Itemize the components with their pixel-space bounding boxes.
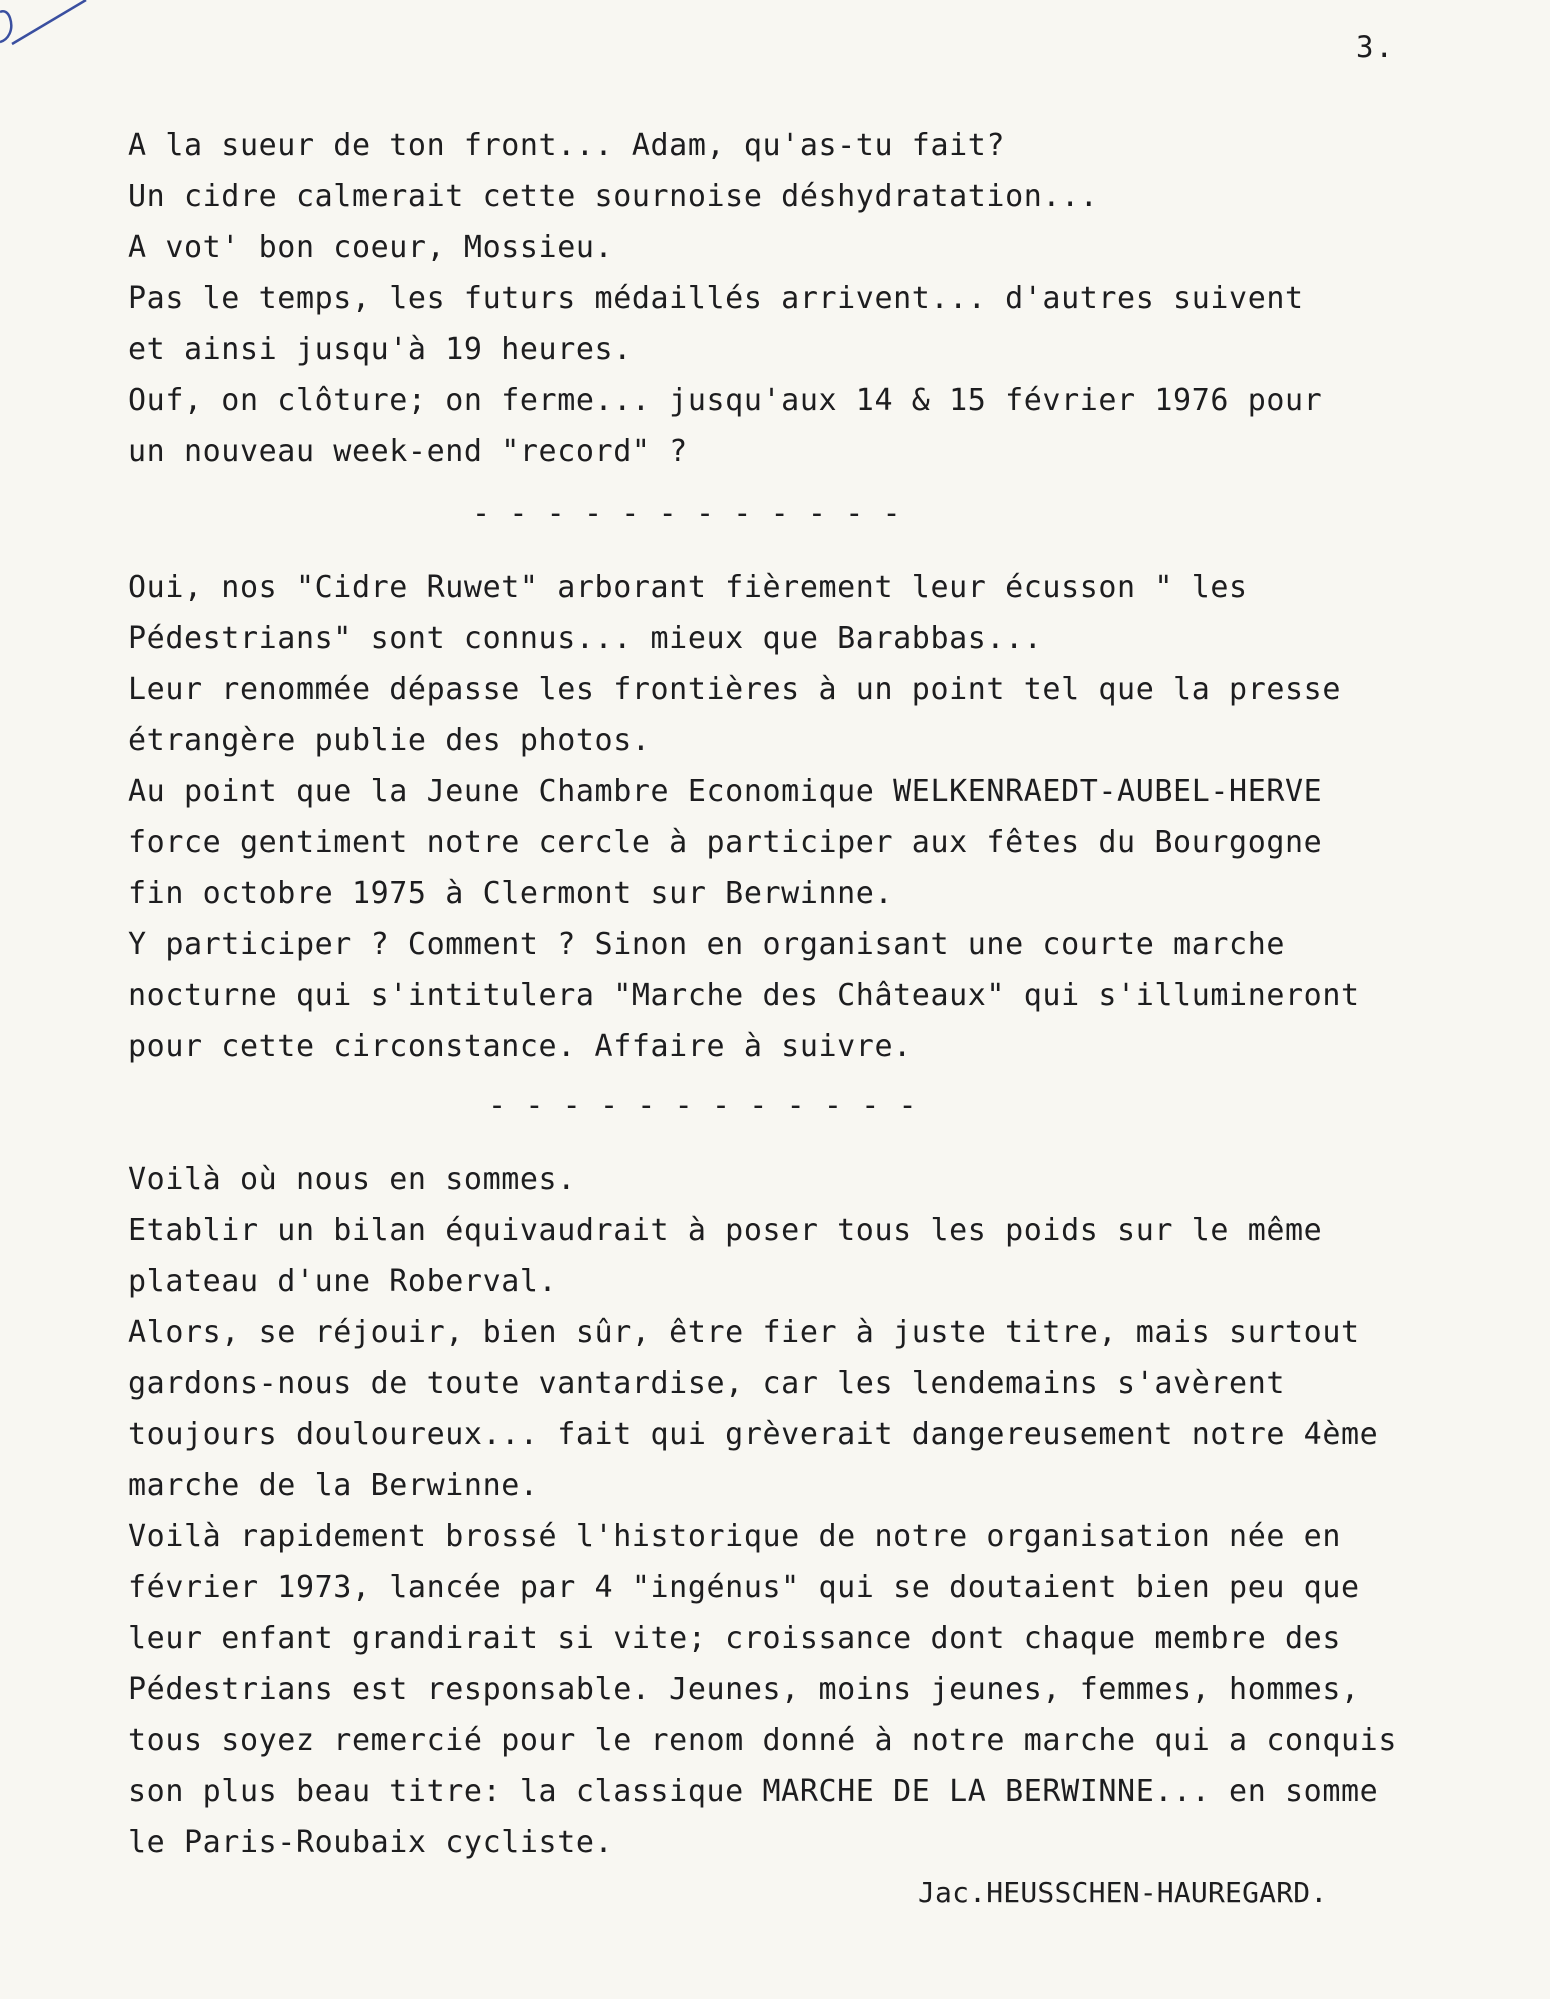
section-separator: - - - - - - - - - - - -: [488, 1088, 918, 1123]
text-line: A vot' bon coeur, Mossieu.: [128, 230, 614, 265]
text-line: fin octobre 1975 à Clermont sur Berwinne.: [128, 876, 894, 911]
text-line: gardons-nous de toute vantardise, car les lendemains s'avèrent: [128, 1366, 1286, 1401]
text-line: Leur renommée dépasse les frontières à un point tel que la presse: [128, 672, 1341, 707]
text-line: A la sueur de ton front... Adam, qu'as-tu fait?: [128, 128, 1006, 163]
text-line: Pédestrians" sont connus... mieux que Barabbas...: [128, 621, 1043, 656]
text-line: Pas le temps, les futurs médaillés arrivent... d'autres suivent: [128, 281, 1304, 316]
page-number: 3.: [1356, 30, 1395, 64]
text-line: étrangère publie des photos.: [128, 723, 651, 758]
text-line: Ouf, on clôture; on ferme... jusqu'aux 14 & 15 février 1976 pour: [128, 383, 1323, 418]
text-line: un nouveau week-end "record" ?: [128, 434, 688, 469]
text-line: Etablir un bilan équivaudrait à poser tous les poids sur le même: [128, 1213, 1323, 1248]
paragraph-section-1: [128, 120, 1528, 477]
section-separator: - - - - - - - - - - - -: [472, 496, 902, 531]
paragraph-section-2: [128, 562, 1528, 1072]
text-line: février 1973, lancée par 4 "ingénus" qui se doutaient bien peu que: [128, 1570, 1360, 1605]
text-line: leur enfant grandirait si vite; croissance dont chaque membre des: [128, 1621, 1341, 1656]
text-line: plateau d'une Roberval.: [128, 1264, 558, 1299]
text-line: et ainsi jusqu'à 19 heures.: [128, 332, 632, 367]
text-line: Au point que la Jeune Chambre Economique WELKENRAEDT-AUBEL-HERVE: [128, 774, 1323, 809]
text-line: Pédestrians est responsable. Jeunes, moins jeunes, femmes, hommes,: [128, 1672, 1360, 1707]
paragraph-section-3: [128, 1154, 1528, 1868]
text-line: Voilà rapidement brossé l'historique de notre organisation née en: [128, 1519, 1341, 1554]
text-line: tous soyez remercié pour le renom donné à notre marche qui a conquis: [128, 1723, 1397, 1758]
text-line: nocturne qui s'intitulera "Marche des Châteaux" qui s'illumineront: [128, 978, 1360, 1013]
text-line: marche de la Berwinne.: [128, 1468, 539, 1503]
text-line: Y participer ? Comment ? Sinon en organisant une courte marche: [128, 927, 1286, 962]
text-line: son plus beau titre: la classique MARCHE DE LA BERWINNE... en somme: [128, 1774, 1379, 1809]
text-line: Oui, nos "Cidre Ruwet" arborant fièrement leur écusson " les: [128, 570, 1248, 605]
text-line: Voilà où nous en sommes.: [128, 1162, 576, 1197]
text-line: toujours douloureux... fait qui grèverait dangereusement notre 4ème: [128, 1417, 1379, 1452]
text-line: Alors, se réjouir, bien sûr, être fier à juste titre, mais surtout: [128, 1315, 1360, 1350]
author-signature: Jac.HEUSSCHEN-HAUREGARD.: [918, 1876, 1328, 1909]
text-line: pour cette circonstance. Affaire à suivre.: [128, 1029, 912, 1064]
pen-mark: [0, 0, 100, 80]
text-line: Un cidre calmerait cette sournoise déshydratation...: [128, 179, 1099, 214]
text-line: le Paris-Roubaix cycliste.: [128, 1825, 614, 1860]
text-line: force gentiment notre cercle à participer aux fêtes du Bourgogne: [128, 825, 1323, 860]
